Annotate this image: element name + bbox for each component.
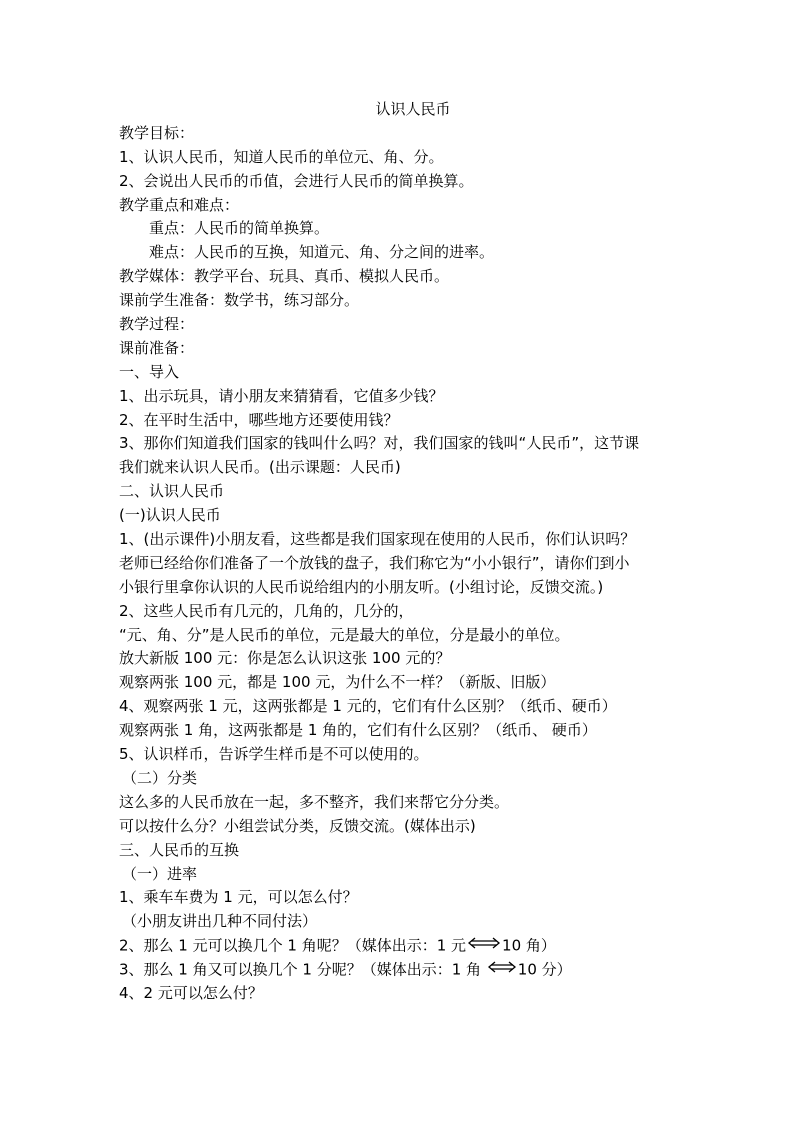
text-line: 1、认识人民币，知道人民币的单位元、角、分。: [119, 147, 444, 166]
text-line: 教学目标：: [119, 123, 195, 142]
text-line: 1、出示玩具，请小朋友来猜猜看，它值多少钱？: [119, 386, 444, 405]
text-line: 3、那你们知道我们国家的钱叫什么吗？对，我们国家的钱叫“人民币”，这节课: [119, 434, 640, 453]
section-heading: 二、认识人民币: [119, 482, 225, 501]
document-title: 认识人民币: [375, 100, 451, 118]
text-line: 难点：人民币的互换，知道元、角、分之间的进率。: [149, 243, 495, 262]
text-line: 2、会说出人民币的币值，会进行人民币的简单换算。: [119, 171, 474, 190]
text-line: 2、这些人民币有几元的，几角的，几分的，: [119, 601, 414, 620]
text-line: 课前学生准备：数学书，练习部分。: [119, 291, 360, 310]
text-line: 老师已经给你们准备了一个放钱的盘子，我们称它为“小小银行”，请你们到小: [119, 553, 630, 572]
exchange-text-after: 10 角）: [502, 936, 556, 955]
text-line: 1、(出示课件)小朋友看，这些都是我们国家现在使用的人民币，你们认识吗？: [119, 530, 636, 549]
text-line: 这么多的人民币放在一起，多不整齐，我们来帮它分分类。: [119, 792, 510, 811]
text-line: 教学媒体：教学平台、玩具、真币、模拟人民币。: [119, 267, 450, 286]
text-line: 2、在平时生活中，哪些地方还要使用钱？: [119, 410, 399, 429]
text-line: 观察两张 100 元，都是 100 元，为什么不一样？（新版、旧版）: [119, 673, 556, 692]
text-line: 重点：人民币的简单换算。: [149, 219, 330, 238]
text-line: 我们就来认识人民币。(出示课题：人民币): [119, 458, 401, 477]
text-line: 4、观察两张 1 元，这两张都是 1 元的，它们有什么区别？（纸币、硬币）: [119, 697, 617, 716]
text-line: 教学重点和难点：: [119, 195, 240, 214]
exchange-text-before: 3、那么 1 角又可以换几个 1 分呢？（媒体出示：1 角: [119, 960, 486, 979]
subsection-heading: （一）进率: [122, 864, 198, 883]
text-line: 小银行里拿你认识的人民币说给组内的小朋友听。(小组讨论，反馈交流。): [119, 577, 604, 596]
exchange-text-before: 2、那么 1 元可以换几个 1 角呢？（媒体出示：1 元: [119, 936, 467, 955]
subsection-heading: （二）分类: [122, 768, 198, 787]
double-arrow-icon: [467, 933, 501, 957]
text-line: 1、乘车车费为 1 元，可以怎么付？: [119, 888, 358, 907]
text-line: 5、认识样币，告诉学生样币是不可以使用的。: [119, 745, 429, 764]
exchange-line: [119, 934, 689, 958]
exchange-line: [119, 958, 689, 982]
double-arrow-icon: [487, 957, 517, 981]
exchange-text-after: 10 分）: [517, 960, 572, 979]
text-line: （小朋友讲出几种不同付法）: [122, 912, 318, 931]
document-page: [119, 98, 689, 1006]
text-line: “元、角、分”是人民币的单位，元是最大的单位，分是最小的单位。: [119, 625, 570, 644]
text-line: 可以按什么分？小组尝试分类，反馈交流。(媒体出示): [119, 816, 476, 835]
text-line: 观察两张 1 角，这两张都是 1 角的，它们有什么区别？（纸币、 硬币）: [119, 721, 597, 740]
subsection-heading: (一)认识人民币: [119, 506, 221, 525]
text-line: 教学过程：: [119, 315, 195, 334]
section-heading: 三、人民币的互换: [119, 840, 240, 859]
text-line: 放大新版 100 元：你是怎么认识这张 100 元的？: [119, 649, 451, 668]
text-line: 课前准备：: [119, 338, 195, 357]
text-line: 4、2 元可以怎么付？: [119, 983, 263, 1002]
section-heading: 一、导入: [119, 362, 180, 381]
